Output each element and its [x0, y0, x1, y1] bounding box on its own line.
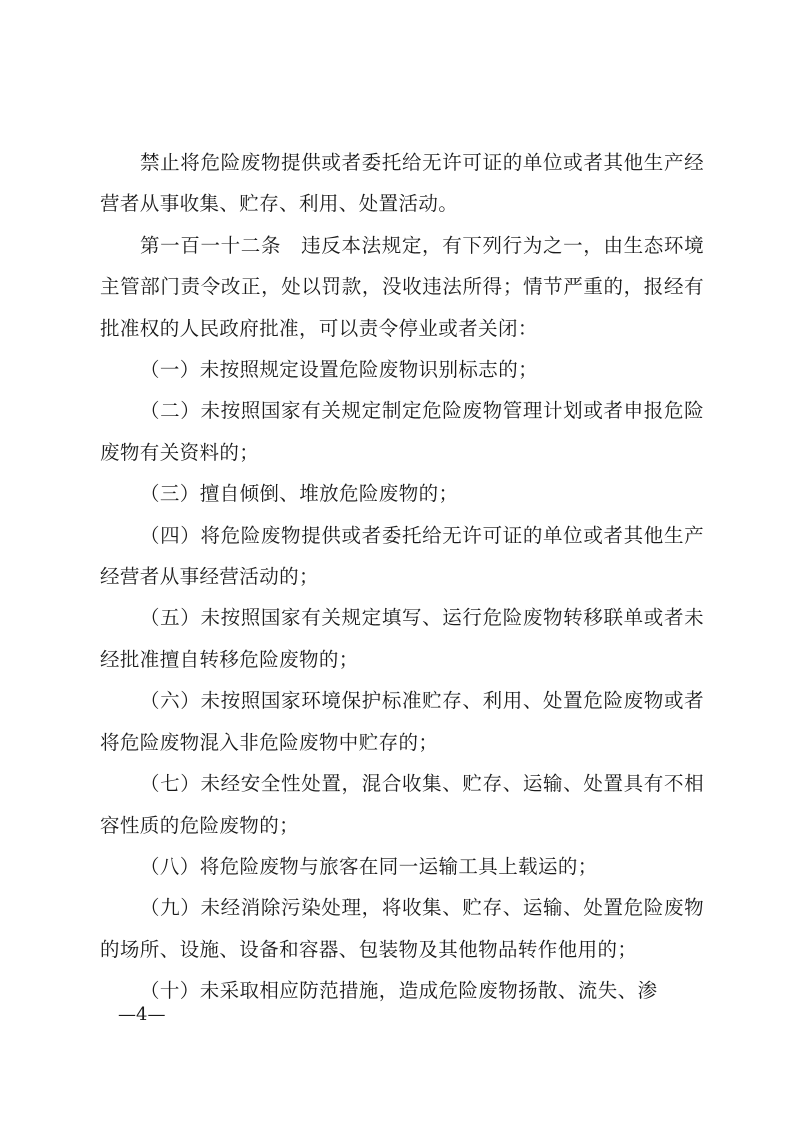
list-item-text: （四）将危险废物提供或者委托给无许可证的单位或者其他生产经营者从事经营活动的； [100, 523, 704, 589]
paragraph-article-112 [100, 225, 704, 349]
list-item-2 [100, 390, 704, 473]
article-number: 第一百一十二条 [140, 233, 282, 257]
list-item-6 [100, 680, 704, 763]
list-item-5 [100, 597, 704, 680]
paragraph-text: 禁止将危险废物提供或者委托给无许可证的单位或者其他生产经营者从事收集、贮存、利用、处置活动。 [100, 151, 704, 216]
list-item-1 [100, 349, 704, 390]
list-item-text: （十）未采取相应防范措施，造成危险废物扬散、流失、渗 [140, 979, 658, 1003]
paragraph-text: 违反本法规定，有下列行为之一，由生态环境主管部门责令改正，处以罚款，没收违法所得；情节严重的，报经有批准权的人民政府批准，可以责令停业或者关闭： [100, 233, 704, 340]
list-item-4 [100, 515, 704, 598]
list-item-8 [100, 846, 704, 887]
list-item-text: （八）将危险废物与旅客在同一运输工具上载运的； [140, 854, 598, 878]
list-item-9 [100, 887, 704, 970]
list-item-text: （三）擅自倾倒、堆放危险废物的； [140, 482, 459, 506]
paragraph-prohibition [100, 142, 704, 225]
list-item-text: （六）未按照国家环境保护标准贮存、利用、处置危险废物或者将危险废物混入非危险废物中贮存的； [100, 689, 704, 754]
list-item-text: （九）未经消除污染处理，将收集、贮存、运输、处置危险废物的场所、设施、设备和容器、包装物及其他物品转作他用的； [100, 896, 704, 961]
list-item-text: （五）未按照国家有关规定填写、运行危险废物转移联单或者未经批准擅自转移危险废物的； [100, 606, 704, 671]
list-item-text: （七）未经安全性处置，混合收集、贮存、运输、处置具有不相容性质的危险废物的； [100, 772, 704, 837]
list-item-text: （二）未按照国家有关规定制定危险废物管理计划或者申报危险废物有关资料的； [100, 399, 704, 464]
list-item-3 [100, 473, 704, 514]
list-item-text: （一）未按照规定设置危险废物识别标志的； [140, 358, 539, 382]
document-body [100, 142, 704, 1012]
page-number: —4— [118, 1004, 166, 1025]
list-item-10 [100, 970, 704, 1011]
list-item-7 [100, 763, 704, 846]
